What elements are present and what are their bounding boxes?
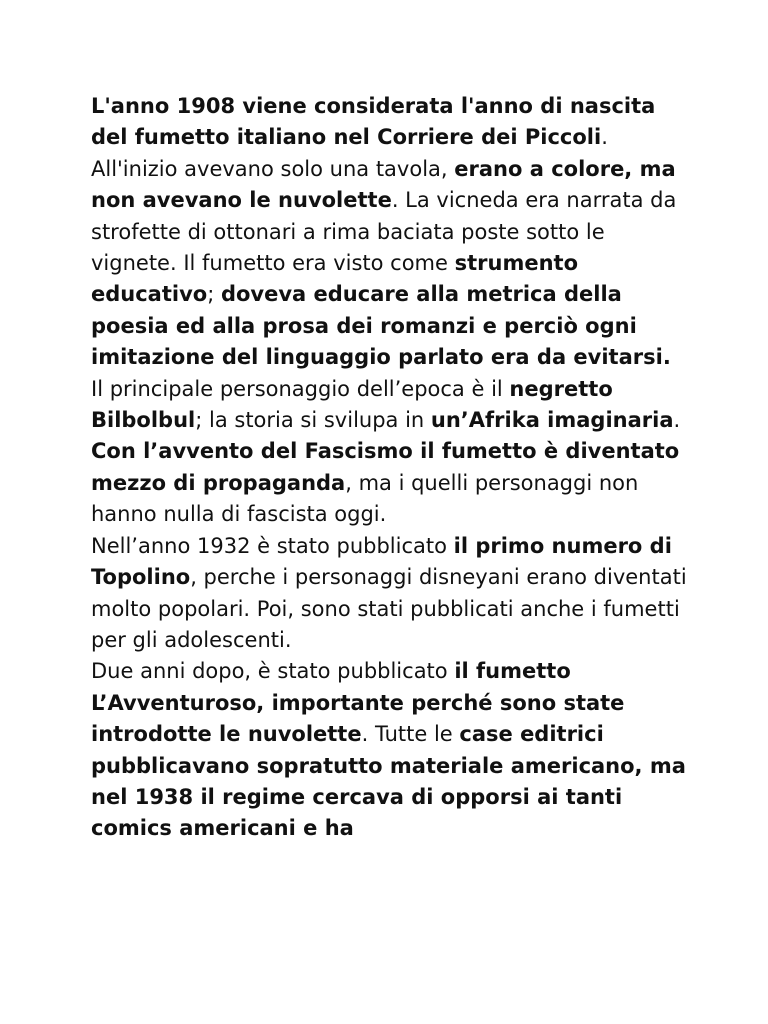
text-run: ; la storia si svilupa in bbox=[195, 408, 431, 433]
text-run: Con l’avvento del Fascismo il fumetto è diventato mezzo di propaganda bbox=[91, 439, 680, 495]
paragraph-1 bbox=[91, 91, 691, 374]
text-run: erano a colore, ma non avevano le nuvolette bbox=[91, 156, 676, 213]
text-run: un’Afrika imaginaria bbox=[430, 408, 674, 433]
paragraph-2 bbox=[91, 374, 691, 437]
text-run: . La vicneda era narrata da strofette di ottonari a rima baciata poste sotto le vignete. Il fumetto era visto come bbox=[91, 188, 677, 276]
text-run: . All'inizio avevano solo una tavola, bbox=[91, 125, 608, 181]
text-run: Due anni dopo, è stato pubblicato bbox=[91, 659, 455, 684]
text-run: doveva educare alla metrica della poesia ed alla prosa dei romanzi e perciò ogni imitazione del linguaggio parlato era da evitarsi. bbox=[91, 282, 671, 370]
text-run: il fumetto L’Avventuroso, importante perché sono state introdotte le nuvolette bbox=[91, 659, 625, 747]
text-run: . bbox=[673, 408, 681, 433]
paragraph-5 bbox=[91, 656, 691, 844]
text-run: il primo numero di Topolino bbox=[91, 533, 672, 590]
text-run: , ma i quelli personaggi non hanno nulla di fascista oggi. bbox=[91, 470, 639, 527]
paragraph-3 bbox=[91, 436, 691, 530]
text-run: L'anno 1908 viene considerata l'anno di nascita del fumetto italiano nel Corriere dei Piccoli bbox=[91, 94, 656, 150]
text-run: strumento educativo bbox=[91, 251, 578, 307]
paragraph-4 bbox=[91, 531, 691, 657]
text-run: Nell’anno 1932 è stato pubblicato bbox=[91, 533, 454, 558]
text-run: Il principale personaggio dell’epoca è il bbox=[91, 376, 510, 401]
text-run: case editrici pubblicavano sopratutto materiale americano, ma nel 1938 il regime cercava di opporsi ai tanti comics americani e ha bbox=[91, 722, 686, 841]
text-run: negretto Bilbolbul bbox=[91, 376, 613, 433]
text-run: , perche i personaggi disneyani erano diventati molto popolari. Poi, sono stati pubblicati anche i fumetti per gli adolescenti. bbox=[91, 565, 687, 652]
document-page bbox=[91, 91, 691, 845]
text-run: ; bbox=[207, 282, 221, 307]
text-run: . Tutte le bbox=[361, 722, 460, 747]
